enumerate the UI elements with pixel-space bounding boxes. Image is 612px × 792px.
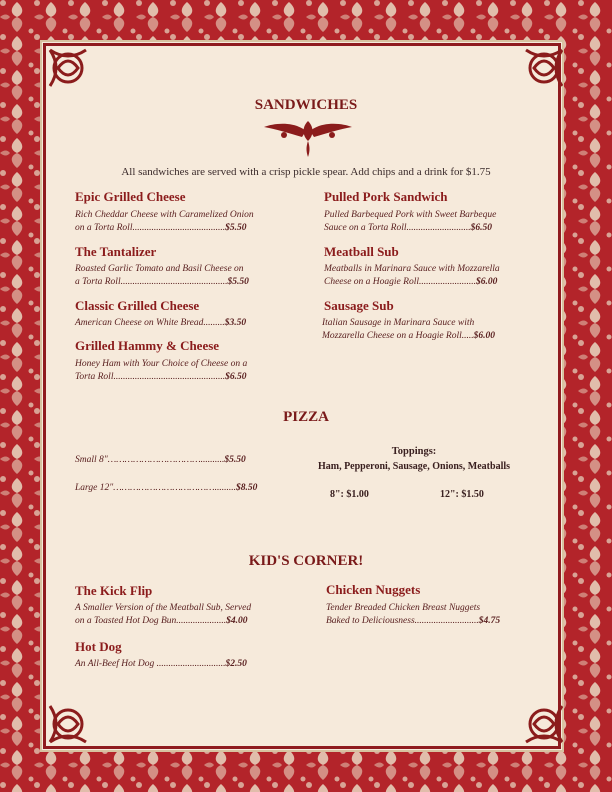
item-description: Rich Cheddar Cheese with Caramelized Onion on a Torta Roll.......................................$5.50 (75, 210, 254, 233)
item-price: $6.50 (225, 372, 247, 382)
item-title: The Kick Flip (75, 583, 153, 598)
item-price: $5.50 (224, 455, 246, 465)
item-description: Honey Ham with Your Choice of Cheese on a Torta Roll...............................................$6.50 (75, 359, 248, 382)
topping-price-8: 8": $1.00 (330, 489, 369, 500)
item-price: $4.00 (226, 616, 248, 626)
item-title: Epic Grilled Cheese (75, 189, 186, 204)
item-title: Grilled Hammy & Cheese (75, 338, 220, 353)
item-price: $6.00 (473, 331, 496, 341)
item-title: The Tantalizer (75, 244, 157, 259)
item-price: $4.75 (478, 616, 501, 626)
toppings-list: Ham, Pepperoni, Sausage, Onions, Meatballs (317, 461, 511, 472)
item-description: Tender Breaded Chicken Breast Nuggets Baked to Deliciousness...........................$4.75 (326, 603, 501, 626)
item-description: American Cheese on White Bread.........$3.50 (75, 318, 247, 328)
topping-price-12: 12": $1.50 (440, 489, 484, 500)
celtic-knot-corner-bottom-left (44, 700, 92, 748)
item-price: $5.50 (225, 223, 247, 233)
item-price: $3.50 (224, 318, 247, 328)
section-title-pizza: PIZZA (283, 409, 329, 425)
item-price: $8.50 (235, 483, 258, 493)
section-title-sandwiches: SANDWICHES (254, 97, 358, 113)
celtic-knot-corner-top-left (44, 44, 92, 92)
item-title: Chicken Nuggets (326, 582, 421, 597)
item-description: A Smaller Version of the Meatball Sub, Served on a Toasted Hot Dog Bun.....................$4.00 (75, 603, 252, 626)
item-price: $2.50 (225, 659, 247, 669)
celtic-knot-corner-top-right (520, 44, 568, 92)
item-description: Pulled Barbequed Pork with Sweet Barbeque Sauce on a Torta Roll...........................$6.50 (324, 210, 497, 233)
item-description: Roasted Garlic Tomato and Basil Cheese on a Torta Roll.............................................$5.50 (75, 264, 249, 287)
item-description: Meatballs in Marinara Sauce with Mozzarella Cheese on a Hoagie Roll........................$6.00 (324, 264, 500, 287)
sandwiches-intro: All sandwiches are served with a crisp pickle spear. Add chips and a drink for $1.75 (121, 166, 491, 178)
flourish-ornament-icon (262, 117, 354, 164)
item-title: Hot Dog (75, 639, 122, 654)
item-price: $6.50 (470, 223, 493, 233)
item-title: Sausage Sub (324, 298, 394, 313)
section-title-kids-corner: KID'S CORNER! (248, 553, 364, 569)
pizza-small: Small 8"……………………………..........$5.50 (75, 455, 246, 465)
item-title: Pulled Pork Sandwich (324, 189, 448, 204)
celtic-knot-corner-bottom-right (520, 700, 568, 748)
item-description: An All-Beef Hot Dog .............................$2.50 (75, 659, 247, 669)
item-price: $5.50 (227, 277, 249, 287)
pizza-large: Large 12"……………………………….........$8.50 (75, 483, 258, 493)
item-price: $6.00 (475, 277, 498, 287)
item-description: Italian Sausage in Marinara Sauce with Mozzarella Cheese on a Hoagie Roll.....$6.00 (322, 318, 496, 341)
item-title: Classic Grilled Cheese (75, 298, 200, 313)
toppings-title: Toppings: (391, 446, 437, 457)
item-title: Meatball Sub (324, 244, 399, 259)
